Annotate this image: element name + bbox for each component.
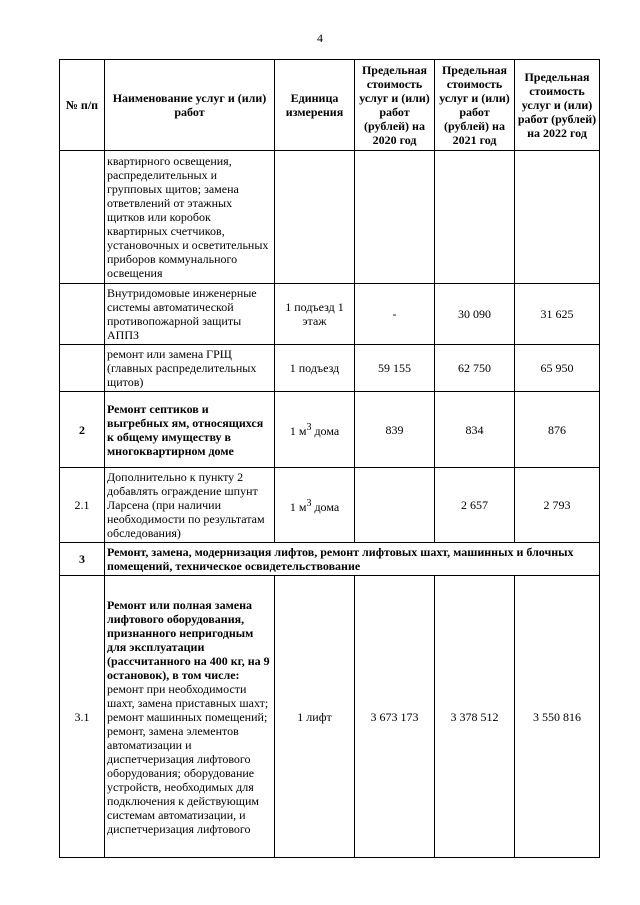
row-price-2020: 839 bbox=[355, 392, 435, 468]
row-price-2022: 876 bbox=[515, 392, 600, 468]
table-row bbox=[60, 576, 600, 858]
table-row bbox=[60, 345, 600, 392]
row-name: Дополнительно к пункту 2 добавлять ограждение шпунт Ларсена (при наличии необходимости по результатам обследования) bbox=[105, 468, 275, 543]
header-price-2020: Предельная стоимость услуг и (или) работ (рублей) на 2020 год bbox=[355, 60, 435, 151]
row-name-rest: ремонт при необходимости шахт, замена приставных шахт; ремонт машинных помещений; ремонт, замена элементов автоматизации и диспетчеризация лифтового оборудования; оборудование устройств, необходимых для подключения к действующим системам автоматизации, и диспетчеризация лифтового bbox=[107, 681, 269, 836]
row-name: Внутридомовые инженерные системы автоматической противопожарной защиты АППЗ bbox=[105, 284, 275, 345]
unit-text: 1 м bbox=[289, 424, 307, 438]
row-price-2021: 30 090 bbox=[435, 284, 515, 345]
row-price-2022 bbox=[515, 151, 600, 284]
row-price-2022: 3 550 816 bbox=[515, 576, 600, 858]
row-name: ремонт или замена ГРЩ (главных распределительных щитов) bbox=[105, 345, 275, 392]
row-price-2021: 2 657 bbox=[435, 468, 515, 543]
row-price-2020: 3 673 173 bbox=[355, 576, 435, 858]
header-name: Наименование услуг и (или) работ bbox=[105, 60, 275, 151]
header-unit: Единица измерения bbox=[275, 60, 355, 151]
row-price-2021: 834 bbox=[435, 392, 515, 468]
row-name-bold: Ремонт или полная замена лифтового оборудования, признанного непригодным для эксплуатации (рассчитанного на 400 кг, на 9 остановок), в том числе: bbox=[107, 597, 270, 682]
page-number: 4 bbox=[317, 31, 323, 45]
table-row bbox=[60, 284, 600, 345]
row-price-2022: 31 625 bbox=[515, 284, 600, 345]
row-price-2021: 3 378 512 bbox=[435, 576, 515, 858]
section-row bbox=[60, 543, 600, 576]
table-row bbox=[60, 468, 600, 543]
unit-text: дома bbox=[311, 499, 340, 514]
header-num: № п/п bbox=[60, 60, 105, 151]
row-num: 2.1 bbox=[60, 468, 105, 543]
row-price-2021 bbox=[435, 151, 515, 284]
table-row bbox=[60, 151, 600, 284]
unit-superscript: 3 bbox=[306, 497, 312, 509]
section-title: Ремонт, замена, модернизация лифтов, ремонт лифтовых шахт, машинных и блочных помещений, техническое освидетельствование bbox=[105, 543, 600, 576]
row-num bbox=[60, 284, 105, 345]
row-unit: 1 подъезд 1 этаж bbox=[275, 284, 355, 345]
header-price-2022: Предельная стоимость услуг и (или) работ (рублей) на 2022 год bbox=[515, 60, 600, 151]
row-price-2020: 59 155 bbox=[355, 345, 435, 392]
row-price-2020 bbox=[355, 151, 435, 284]
row-price-2021: 62 750 bbox=[435, 345, 515, 392]
row-name: квартирного освещения, распределительных и групповых щитов; замена ответвлений от этажных щитков или коробок квартирных счетчиков, установочных и осветительных приборов коммунального освещения bbox=[105, 151, 275, 284]
unit-superscript: 3 bbox=[306, 422, 312, 433]
row-price-2020: - bbox=[355, 284, 435, 345]
row-price-2022: 2 793 bbox=[515, 468, 600, 543]
row-num bbox=[60, 151, 105, 284]
row-price-2020 bbox=[355, 468, 435, 543]
row-unit bbox=[275, 468, 355, 543]
header-row bbox=[60, 60, 600, 151]
row-num: 2 bbox=[60, 392, 105, 468]
row-unit bbox=[275, 151, 355, 284]
header-price-2021: Предельная стоимость услуг и (или) работ (рублей) на 2021 год bbox=[435, 60, 515, 151]
row-price-2022: 65 950 bbox=[515, 345, 600, 392]
price-table bbox=[59, 59, 600, 858]
row-name bbox=[105, 576, 275, 858]
row-unit: 1 лифт bbox=[275, 576, 355, 858]
row-name: Ремонт септиков и выгребных ям, относящихся к общему имуществу в многоквартирном доме bbox=[105, 392, 275, 468]
unit-text: 1 м bbox=[289, 499, 307, 514]
section-num: 3 bbox=[60, 543, 105, 576]
row-unit bbox=[275, 392, 355, 468]
unit-text: дома bbox=[311, 424, 340, 438]
table-row bbox=[60, 392, 600, 468]
row-unit: 1 подъезд bbox=[275, 345, 355, 392]
row-num bbox=[60, 345, 105, 392]
row-num: 3.1 bbox=[60, 576, 105, 858]
